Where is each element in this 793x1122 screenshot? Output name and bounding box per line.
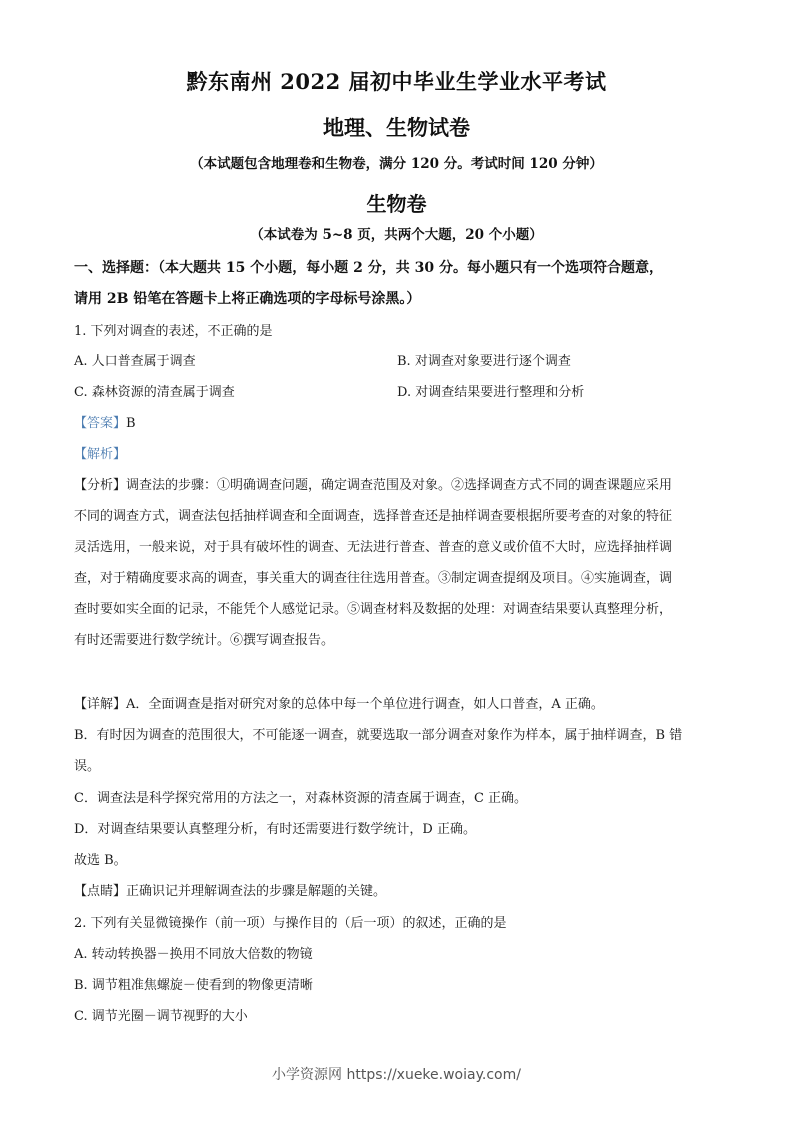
- part-one-heading-line1: 一、选择题：（本大题共 15 个小题，每小题 2 分，共 30 分。每小题只有一个选项符合题意，: [74, 260, 663, 276]
- analysis-line: 查，对于精确度要求高的调查，事关重大的调查往往选用普查。③制定调查提纲及项目。④实施调查，调: [74, 571, 673, 586]
- question-1-answer: [74, 412, 136, 431]
- question-1-option-b: B. 对调查对象要进行逐个调查: [397, 354, 571, 369]
- detail-line: 【详解】A．全面调查是指对研究对象的总体中每一个单位进行调查，如人口普查，A 正确。: [74, 697, 604, 712]
- section-note: （本试卷为 5~8 页，共两个大题，20 个小题）: [250, 227, 543, 243]
- conclusion-line: 故选 B。: [74, 853, 127, 868]
- exam-title: 黔东南州 2022 届初中毕业生学业水平考试: [186, 69, 607, 94]
- analysis-line: 灵活选用，一般来说，对于具有破坏性的调查、无法进行普查、普查的意义或价值不大时，应选择抽样调: [74, 540, 673, 555]
- key-point-line: 【点睛】正确识记并理解调查法的步骤是解题的关键。: [74, 884, 387, 899]
- question-1-stem: 1. 下列对调查的表述，不正确的是: [74, 324, 273, 339]
- analysis-line: 【分析】调查法的步骤：①明确调查问题，确定调查范围及对象。②选择调查方式不同的调查课题应采用: [74, 478, 673, 493]
- detail-line: C．调查法是科学探究常用的方法之一，对森林资源的清查属于调查，C 正确。: [74, 791, 528, 806]
- part-one-heading-line2: 请用 2B 铅笔在答题卡上将正确选项的字母标号涂黑。）: [74, 291, 421, 307]
- answer-value: B: [126, 416, 136, 431]
- detail-line: B．有时因为调查的范围很大，不可能逐一调查，就要选取一部分调查对象作为样本，属于抽样调查，B 错: [74, 728, 683, 743]
- analysis-tag: 【解析】: [74, 447, 127, 462]
- question-2-option-c: C. 调节光圈－调节视野的大小: [74, 1009, 248, 1024]
- question-1-option-a: A. 人口普查属于调查: [74, 354, 196, 369]
- question-2-option-b: B. 调节粗准焦螺旋－使看到的物像更清晰: [74, 978, 313, 993]
- analysis-line: 查时要如实全面的记录，不能凭个人感觉记录。⑤调查材料及数据的处理：对调查结果要认真整理分析，: [74, 602, 673, 617]
- exam-note: （本试题包含地理卷和生物卷，满分 120 分。考试时间 120 分钟）: [190, 156, 603, 172]
- analysis-line: 有时还需要进行数学统计。⑥撰写调查报告。: [74, 633, 335, 648]
- question-2-option-a: A. 转动转换器－换用不同放大倍数的物镜: [74, 947, 313, 962]
- answer-tag: 【答案】: [74, 416, 127, 431]
- question-1-option-d: D. 对调查结果要进行整理和分析: [397, 385, 585, 400]
- footer-watermark: 小学资源网 https://xueke.woiay.com/: [272, 1067, 521, 1083]
- detail-line: D．对调查结果要认真整理分析，有时还需要进行数学统计，D 正确。: [74, 822, 476, 837]
- detail-line: 误。: [74, 759, 101, 774]
- analysis-line: 不同的调查方式，调查法包括抽样调查和全面调查，选择普查还是抽样调查要根据所要考查的对象的特征: [74, 509, 673, 524]
- exam-subtitle: 地理、生物试卷: [323, 115, 470, 140]
- section-title: 生物卷: [366, 192, 427, 216]
- question-1-option-c: C. 森林资源的清查属于调查: [74, 385, 235, 400]
- question-2-stem: 2. 下列有关显微镜操作（前一项）与操作目的（后一项）的叙述，正确的是: [74, 916, 507, 931]
